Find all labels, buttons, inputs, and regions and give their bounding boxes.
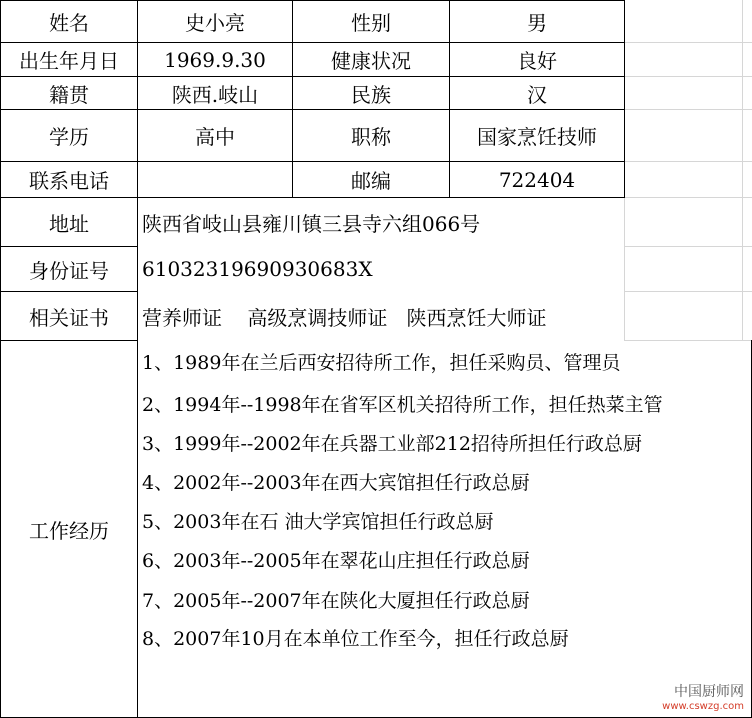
title-label: 职称 bbox=[351, 125, 391, 149]
ethnic-value: 汉 bbox=[527, 82, 547, 107]
grid-line bbox=[624, 340, 752, 341]
grid-line bbox=[624, 109, 752, 110]
work-item: 1、1989年在兰后西安招待所工作，担任采购员、管理员 bbox=[142, 352, 621, 374]
address-value: 陕西省岐山县雍川镇三县寺六组066号 bbox=[142, 211, 481, 236]
address-label: 地址 bbox=[49, 211, 89, 236]
birth-value: 1969.9.30 bbox=[164, 47, 266, 72]
gender-value: 男 bbox=[527, 11, 547, 35]
grid-line bbox=[624, 291, 752, 292]
watermark-url: www.cswzg.com bbox=[662, 701, 744, 712]
origin-label: 籍贯 bbox=[49, 82, 89, 107]
health-value: 良好 bbox=[517, 49, 557, 73]
phone-label: 联系电话 bbox=[29, 169, 109, 193]
postcode-label: 邮编 bbox=[351, 169, 391, 193]
work-item: 5、2003年在石 油大学宾馆担任行政总厨 bbox=[142, 511, 494, 533]
id-value: 61032319690930683X bbox=[142, 257, 373, 281]
education-value: 高中 bbox=[195, 125, 235, 149]
education-label: 学历 bbox=[49, 125, 89, 149]
origin-value: 陕西.岐山 bbox=[171, 82, 259, 107]
ethnic-label: 民族 bbox=[351, 82, 391, 107]
title-value: 国家烹饪技师 bbox=[477, 125, 597, 149]
birth-label: 出生年月日 bbox=[19, 49, 119, 73]
phone-value bbox=[138, 162, 292, 197]
id-label: 身份证号 bbox=[29, 258, 109, 283]
postcode-value: 722404 bbox=[498, 167, 576, 192]
grid-line bbox=[624, 76, 752, 77]
work-item: 6、2003年--2005年在翠花山庄担任行政总厨 bbox=[142, 550, 530, 572]
health-label: 健康状况 bbox=[331, 49, 411, 73]
work-label: 工作经历 bbox=[29, 518, 109, 543]
grid-line bbox=[624, 197, 752, 198]
work-item: 7、2005年--2007年在陕化大厦担任行政总厨 bbox=[142, 590, 530, 612]
border-line bbox=[624, 0, 625, 197]
work-item: 3、1999年--2002年在兵器工业部212招待所担任行政总厨 bbox=[142, 433, 642, 455]
cert-label: 相关证书 bbox=[29, 305, 109, 330]
grid-line bbox=[742, 0, 743, 340]
work-item: 8、2007年10月在本单位工作至今，担任行政总厨 bbox=[142, 628, 569, 650]
grid-line bbox=[624, 246, 752, 247]
cert-value: 营养师证 高级烹调技师证 陕西烹饪大师证 bbox=[142, 305, 547, 330]
work-item: 2、1994年--1998年在省军区机关招待所工作，担任热菜主管 bbox=[142, 394, 663, 416]
work-item: 4、2002年--2003年在西大宾馆担任行政总厨 bbox=[142, 472, 530, 494]
grid-line bbox=[624, 42, 752, 43]
grid-line bbox=[624, 161, 752, 162]
watermark-title: 中国厨师网 bbox=[674, 684, 744, 700]
name-label: 姓名 bbox=[49, 11, 89, 35]
name-value: 史小亮 bbox=[185, 11, 245, 35]
gender-label: 性别 bbox=[351, 11, 391, 35]
